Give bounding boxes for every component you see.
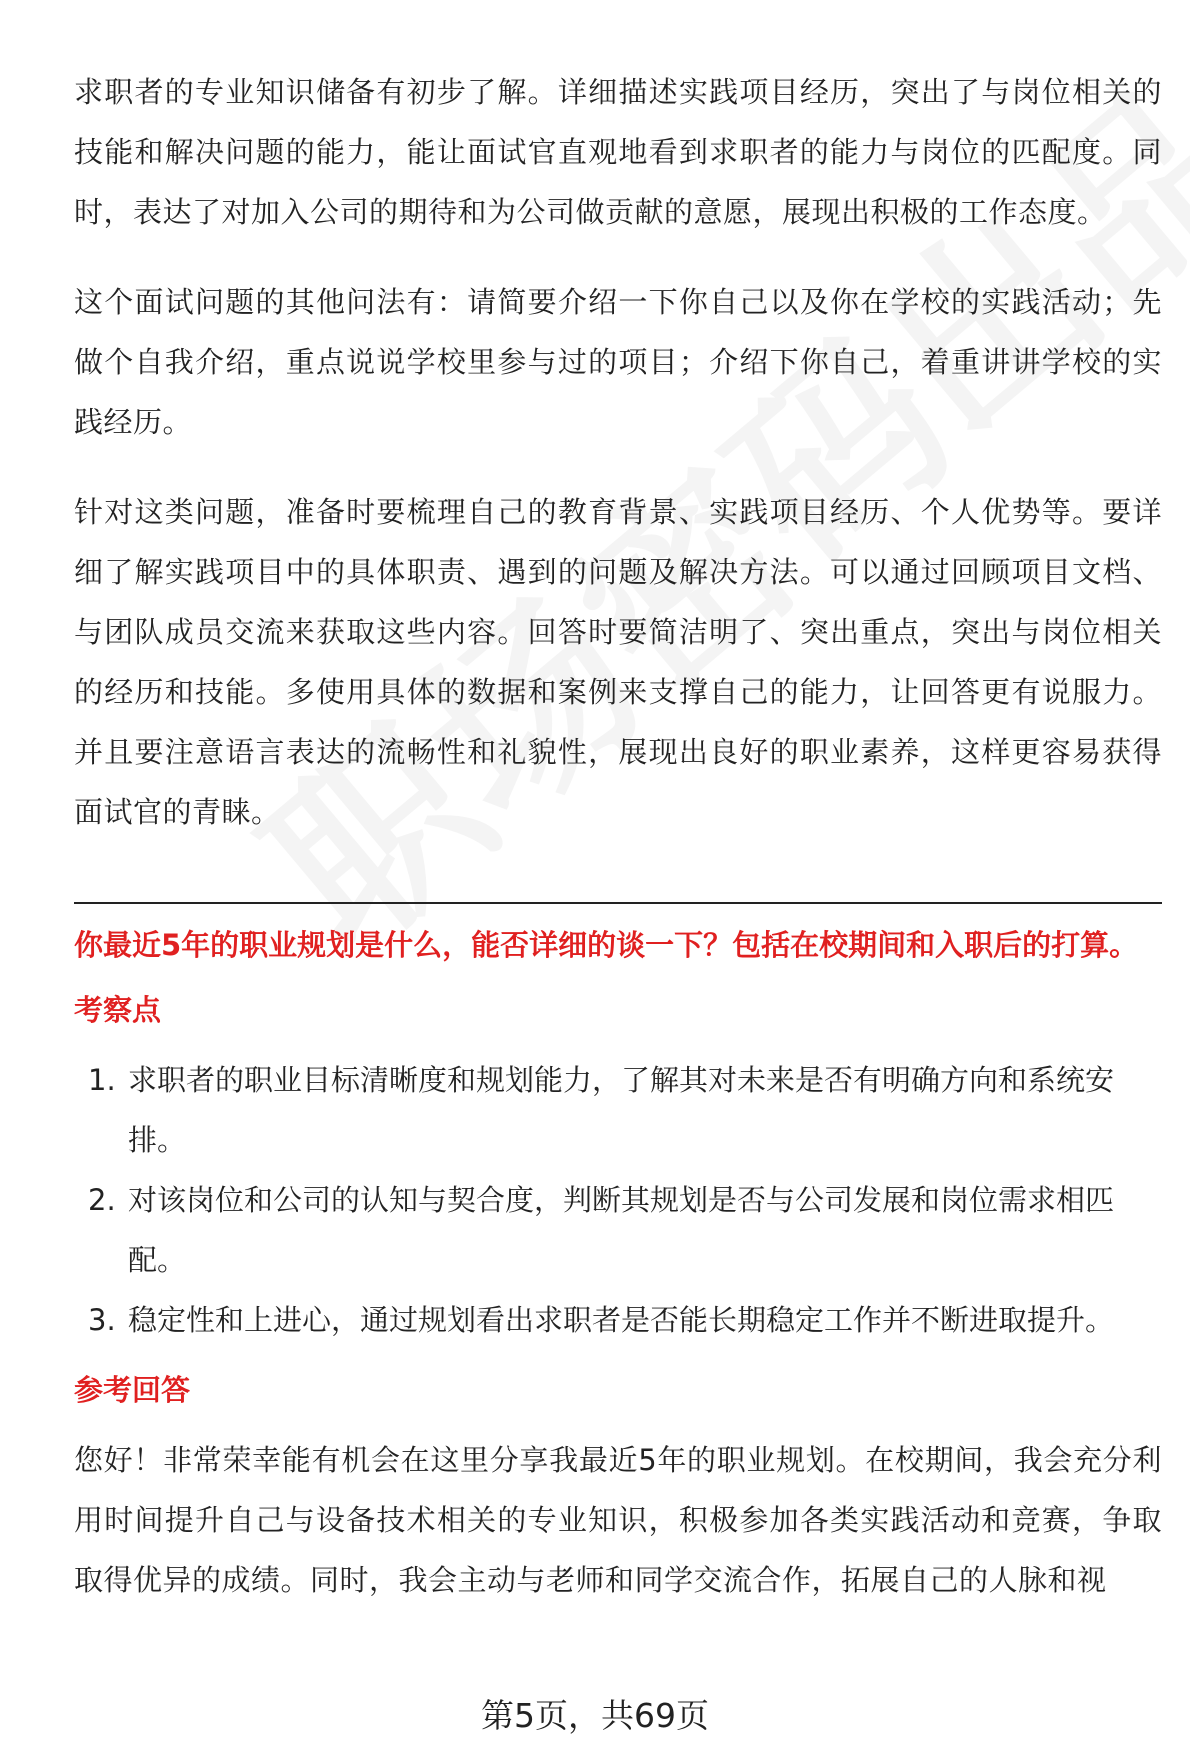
exam-points-list <box>74 1050 1162 1350</box>
paragraph-alternative-questions: 这个面试问题的其他问法有：请简要介绍一下你自己以及你在学校的实践活动；先做个自我介绍，重点说说学校里参与过的项目；介绍下你自己，着重讲讲学校的实践经历。 <box>74 285 1162 439</box>
list-item <box>74 1050 1162 1170</box>
list-item <box>74 1290 1162 1350</box>
question-heading: 你最近5年的职业规划是什么，能否详细的谈一下？包括在校期间和入职后的打算。 <box>74 928 1139 962</box>
list-item-text: 求职者的职业目标清晰度和规划能力，了解其对未来是否有明确方向和系统安排。 <box>128 1063 1115 1157</box>
list-item-number: 2. <box>88 1183 116 1217</box>
paragraph-analysis: 求职者的专业知识储备有初步了解。详细描述实践项目经历，突出了与岗位相关的技能和解决问题的能力，能让面试官直观地看到求职者的能力与岗位的匹配度。同时，表达了对加入公司的期待和为公司做贡献的意愿，展现出积极的工作态度。 <box>74 75 1162 229</box>
list-item-text: 对该岗位和公司的认知与契合度，判断其规划是否与公司发展和岗位需求相匹配。 <box>128 1183 1115 1277</box>
section-divider <box>74 902 1162 904</box>
page-number-footer: 第5页，共69页 <box>481 1696 709 1735</box>
reference-answer-text: 您好！非常荣幸能有机会在这里分享我最近5年的职业规划。在校期间，我会充分利用时间提升自己与设备技术相关的专业知识，积极参加各类实践活动和竞赛，争取取得优异的成绩。同时，我会主动与老师和同学交流合作，拓展自己的人脉和视 <box>74 1443 1162 1597</box>
exam-points-title: 考察点 <box>74 993 162 1027</box>
list-item-number: 3. <box>88 1303 116 1337</box>
list-item-number: 1. <box>88 1063 116 1097</box>
document-page <box>74 62 1162 1640</box>
list-item <box>74 1170 1162 1290</box>
reference-answer-title: 参考回答 <box>74 1373 191 1407</box>
paragraph-preparation-tips: 针对这类问题，准备时要梳理自己的教育背景、实践项目经历、个人优势等。要详细了解实践项目中的具体职责、遇到的问题及解决方法。可以通过回顾项目文档、与团队成员交流来获取这些内容。回答时要简洁明了、突出重点，突出与岗位相关的经历和技能。多使用具体的数据和案例来支撑自己的能力，让回答更有说服力。并且要注意语言表达的流畅性和礼貌性，展现出良好的职业素养，这样更容易获得面试官的青睐。 <box>74 495 1162 829</box>
list-item-text: 稳定性和上进心，通过规划看出求职者是否能长期稳定工作并不断进取提升。 <box>128 1303 1115 1337</box>
